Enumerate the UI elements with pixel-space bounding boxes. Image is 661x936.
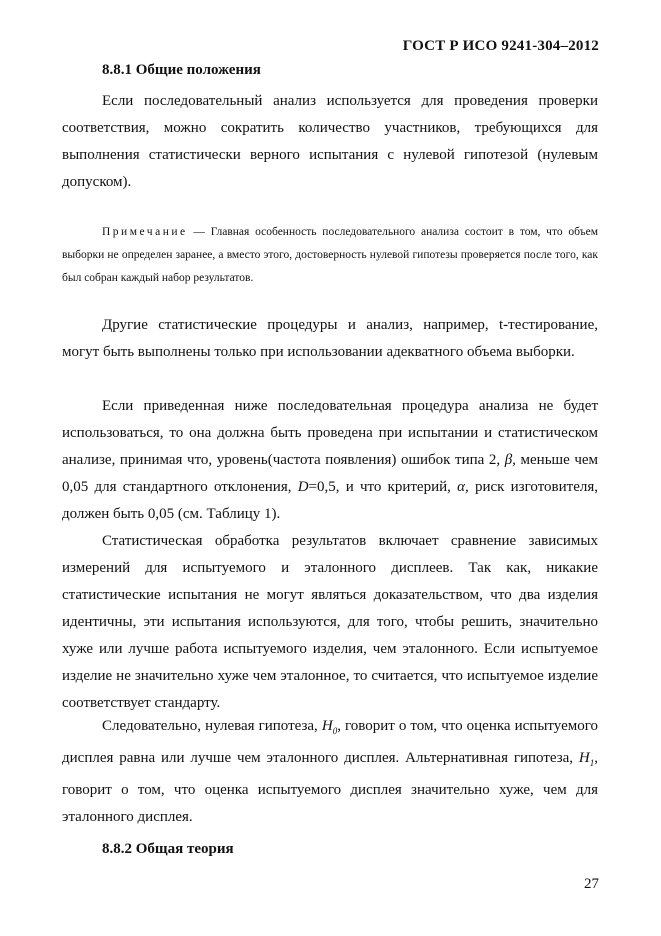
section-heading-8-8-1: 8.8.1 Общие положения: [102, 62, 261, 78]
paragraph-other-procedures: Другие статистические процедуры и анализ, например, t-тестирование, могут быть выполнены только при использовании адекватного объема выборки.: [62, 317, 598, 360]
p3-text-c: =0,5, и что критерий,: [308, 479, 451, 495]
document-header: ГОСТ Р ИСО 9241-304–2012: [402, 38, 599, 54]
p3-text-e: риск изготовителя, должен быть 0,05 (см. Таблицу 1).: [62, 479, 599, 522]
paragraph-statistical-processing: Статистическая обработка результатов включает сравнение зависимых измерений для испытуемого и эталонного дисплеев. Так как, никакие статистические испытания не могут являться доказательством, что два изделия идентичны, эти испытания используются, для того, чтобы решить, значительно хуже или лучше работа испытуемого изделия, чем эталонного. Если испытуемое изделие не значительно хуже чем эталонное, то считается, что испытуемое изделие соответствует стандарту.: [62, 533, 598, 711]
paragraph-sequential-analysis: Если последовательный анализ используется для проведения проверки соответствия, можно сократить количество участников, требующихся для выполнения статистически верного испытания с нулевой гипотезой (нулевым допуском).: [62, 93, 598, 190]
d-symbol: D: [297, 479, 309, 495]
p5-text-a: Следовательно, нулевая гипотеза,: [102, 718, 318, 734]
alpha-symbol: α,: [457, 479, 469, 495]
note-label: Примечание: [102, 226, 188, 238]
note-block: [62, 221, 598, 290]
paragraph-hypotheses: [62, 713, 598, 831]
page-number: 27: [584, 876, 599, 892]
p5-text-c: , говорит о том, что оценка испытуемого дисплея значительно хуже, чем для эталонного дисплея.: [62, 750, 599, 825]
paragraph-analysis-procedure: [62, 393, 598, 528]
beta-symbol: β,: [504, 452, 516, 468]
p5-text-b: , говорит о том, что оценка испытуемого дисплея равна или лучше чем эталонного дисплея. Альтернативная гипотеза,: [62, 718, 598, 766]
section-heading-8-8-2: 8.8.2 Общая теория: [102, 841, 234, 857]
h1-symbol: $H_1$: [578, 750, 595, 768]
h0-symbol: $H_0$: [321, 718, 338, 736]
p3-text-b: меньше чем 0,05 для стандартного отклонения,: [62, 452, 599, 495]
note-dash: —: [193, 226, 205, 238]
note-text: Главная особенность последовательного анализа состоит в том, что объем выборки не определен заранее, а вместо этого, достоверность нулевой гипотезы проверяется после того, как был собран каждый набор результатов.: [62, 226, 599, 284]
p3-text-a: Если приведенная ниже последовательная процедура анализа не будет использоваться, то она должна быть проведена при испытании и статистическом анализе, принимая что, уровень(частота появления) ошибок типа 2,: [62, 398, 598, 468]
